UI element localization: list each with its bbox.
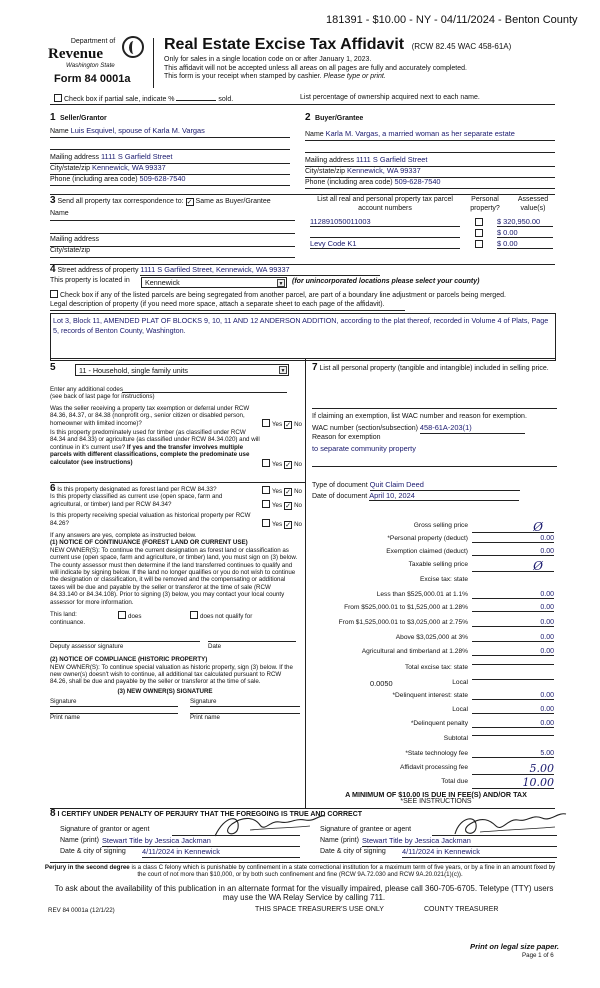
partial-sale-checkbox[interactable] bbox=[54, 94, 62, 102]
wac-field[interactable]: 458-61A-203(1) bbox=[420, 424, 525, 434]
section-6-land bbox=[50, 485, 305, 723]
total-due-field[interactable]: 10.00 bbox=[472, 778, 554, 789]
grantor-date-field[interactable]: 4/11/2024 in Kennewick bbox=[142, 848, 300, 858]
q2-no-checkbox[interactable]: ✓ bbox=[285, 462, 292, 470]
yes-label: Yes bbox=[272, 488, 283, 495]
no-label: No bbox=[294, 420, 303, 428]
gross-price-field[interactable]: Ø bbox=[472, 522, 554, 533]
tax-row bbox=[310, 750, 560, 760]
bracket-value-field[interactable]: 0.00 bbox=[472, 648, 554, 656]
located-label: This property is located in bbox=[50, 276, 130, 284]
buyer-city-field[interactable]: Kennewick, WA 99337 bbox=[347, 166, 421, 175]
local-label: Local bbox=[452, 679, 468, 686]
seller-mailing-label: Mailing address bbox=[50, 154, 100, 161]
section-2-title: Buyer/Grantee bbox=[315, 115, 364, 122]
local-tax-field[interactable] bbox=[472, 679, 554, 680]
parcel-col-header: List all real and personal property tax parcel account numbers bbox=[317, 196, 453, 212]
bracket-label: From $1,525,000.01 to $3,025,000 at 2.75% bbox=[338, 619, 468, 626]
doc-date-field[interactable]: April 10, 2024 bbox=[369, 492, 519, 502]
rcw-reference: (RCW 82.45 WAC 458-61A) bbox=[411, 42, 512, 51]
bracket-label: Less than $525,000.01 at 1.1% bbox=[376, 591, 468, 598]
parcel-number-field[interactable] bbox=[310, 228, 460, 238]
parcel-number-field[interactable]: Levy Code K1 bbox=[310, 239, 460, 249]
dor-seal-icon bbox=[122, 36, 144, 58]
current-use-question: Is this property classified as current use (open space, farm and agricultural, or timber) land per RCW 84.34? bbox=[50, 493, 223, 508]
notice2-body: NEW OWNER(S): To continue special valuation as historic property, sign (3) below. If the new owner(s) doesn't wish to continue, all additional tax calculated pursuant to RCW 84.26, shall be due and payable by the seller or transferor at the time of sale. bbox=[50, 663, 293, 686]
grantee-signature-label: Signature of grantee or agent bbox=[320, 826, 412, 833]
taxable-price-field[interactable]: Ø bbox=[472, 561, 554, 572]
section-3-title: Send all property tax correspondence to: bbox=[57, 198, 184, 205]
section-7-title: List all personal property (tangible and intangible) included in selling price. bbox=[319, 365, 549, 372]
parcel-row bbox=[310, 228, 558, 239]
corr-name-field[interactable]: Name bbox=[50, 210, 295, 221]
yes-label: Yes bbox=[272, 461, 283, 469]
total-state-label: Total excise tax: state bbox=[404, 664, 468, 671]
minimum-due-note: A MINIMUM OF $10.00 IS DUE IN FEE(S) AND/OR TAX bbox=[345, 790, 527, 799]
dept-line1: Department of bbox=[70, 38, 116, 45]
parcel-row bbox=[310, 239, 558, 250]
no-label: No bbox=[294, 488, 303, 495]
tax-row bbox=[310, 535, 560, 545]
additional-codes-note: (see back of last page for instructions) bbox=[50, 393, 155, 401]
total-state-field[interactable] bbox=[472, 664, 554, 665]
header-title-row bbox=[164, 36, 511, 54]
tax-row bbox=[310, 706, 560, 716]
exemption-question: Was the seller receiving a property tax exemption or deferral under RCW 84.36, 84.37, or 84.38 (nonprofit org., senior citizen or disabled person, homeowner with limited income)? bbox=[50, 404, 250, 427]
personal-property-checkbox[interactable] bbox=[475, 240, 483, 248]
tax-row bbox=[310, 692, 560, 702]
tax-row bbox=[310, 720, 560, 730]
forest-no-checkbox[interactable]: ✓ bbox=[285, 489, 292, 496]
seller-phone-label: Phone (including area code) bbox=[50, 176, 138, 183]
header-note3b: Please type or print. bbox=[323, 73, 386, 81]
grantee-date-field[interactable]: 4/11/2024 in Kennewick bbox=[402, 848, 557, 858]
corr-city-field[interactable]: City/state/zip bbox=[50, 247, 295, 258]
doc-date-label: Date of document bbox=[312, 492, 368, 500]
partial-sold-label: sold. bbox=[218, 96, 234, 103]
tax-row bbox=[310, 764, 560, 774]
segregated-checkbox[interactable] bbox=[50, 290, 58, 298]
section-1-number: 1 bbox=[50, 112, 56, 123]
if-any-note: If any answers are yes, complete as instructed below. bbox=[50, 532, 197, 540]
tax-row bbox=[310, 634, 560, 644]
section-8-certify bbox=[50, 808, 560, 856]
local-rate: 0.0050 bbox=[370, 679, 393, 688]
historic-yes-checkbox[interactable] bbox=[262, 519, 270, 527]
assessed-value-field[interactable]: $ 0.00 bbox=[497, 228, 553, 238]
owner-print-name-field-2[interactable]: Print name bbox=[190, 713, 300, 721]
current-use-yes-checkbox[interactable] bbox=[262, 500, 270, 508]
section-8-number: 8 bbox=[50, 808, 56, 819]
section-3-correspondence bbox=[50, 197, 300, 258]
dor-logo bbox=[48, 38, 158, 69]
assessed-value-field[interactable]: $ 320,950.00 bbox=[497, 217, 553, 227]
this-land-label: This land: bbox=[50, 611, 77, 619]
continuance-label: continuance. bbox=[50, 619, 86, 627]
seller-name-label: Name bbox=[50, 128, 69, 135]
partial-sale-row bbox=[54, 94, 233, 105]
perjury-note bbox=[40, 864, 560, 879]
header-note2: This affidavit will not be accepted unless all areas on all pages are fully and accurately completed. bbox=[164, 64, 467, 72]
header-note1: Only for sales in a single location code on or after January 1, 2023. bbox=[164, 56, 372, 63]
same-as-buyer-checkbox[interactable]: ✓ bbox=[186, 199, 193, 206]
section-6-number: 6 bbox=[50, 483, 56, 494]
current-use-no-checkbox[interactable]: ✓ bbox=[285, 503, 292, 511]
assessed-value-field[interactable]: $ 0.00 bbox=[497, 239, 553, 249]
delinquent-state-label: *Delinquent interest: state bbox=[392, 692, 468, 699]
legal-description-label: Legal description of property (if you need more space, attach a separate sheet to each page of the affidavit). bbox=[50, 301, 405, 311]
recording-stamp: 181391 - $10.00 - NY - 04/11/2024 - Benton County bbox=[326, 14, 578, 26]
location-select[interactable] bbox=[141, 277, 287, 288]
header-divider bbox=[153, 38, 154, 88]
partial-pct-field[interactable] bbox=[176, 100, 216, 101]
header-notes bbox=[164, 56, 584, 82]
tax-row bbox=[310, 561, 560, 571]
doc-type-field[interactable]: Quit Claim Deed bbox=[370, 481, 520, 491]
notice2-title: (2) NOTICE OF COMPLIANCE (HISTORIC PROPERTY) bbox=[50, 656, 208, 664]
buyer-name-field[interactable]: Karla M. Vargas, a married woman as her separate estate bbox=[325, 129, 515, 138]
forest-question: Is this property designated as forest land per RCW 84.33? bbox=[57, 486, 217, 493]
subtotal-label: Subtotal bbox=[443, 735, 468, 742]
additional-codes-label: Enter any additional codes bbox=[50, 386, 123, 393]
parcel-row bbox=[310, 217, 558, 228]
penalty-label: *Delinquent penalty bbox=[410, 720, 468, 727]
bracket-value-field[interactable]: 0.00 bbox=[472, 591, 554, 599]
tax-row-label: Exemption claimed (deduct) bbox=[386, 548, 468, 555]
section-4-property bbox=[50, 266, 560, 361]
section-2-buyer bbox=[305, 107, 560, 189]
subtotal-field[interactable] bbox=[472, 735, 554, 736]
section-7-personal bbox=[312, 364, 560, 501]
wac-label: WAC number (section/subsection) bbox=[312, 425, 418, 433]
grantee-name-field[interactable]: Stewart Title by Jessica Jackman bbox=[362, 837, 557, 847]
does-checkbox[interactable] bbox=[118, 611, 126, 619]
use-code-value: 11 - Household, single family units bbox=[79, 366, 188, 375]
tax-row bbox=[310, 679, 560, 689]
revision-label: REV 84 0001a (12/1/22) bbox=[48, 907, 115, 914]
personal-property-checkbox[interactable] bbox=[475, 218, 483, 226]
timber-question: Is this property predominately used for timber (as classified under RCW 84.34 and 84.33) or agriculture (as classified under RCW 84.34.020) and will continue in it's current use? bbox=[50, 429, 260, 451]
total-due-label: Total due bbox=[441, 778, 468, 785]
chevron-down-icon: ▼ bbox=[280, 368, 286, 374]
yes-label: Yes bbox=[272, 420, 283, 428]
ownership-note: List percentage of ownership acquired next to each name. bbox=[300, 94, 480, 101]
timber-yes-no bbox=[262, 459, 302, 469]
partial-sale-label: Check box if partial sale, indicate % bbox=[64, 96, 175, 103]
notice1-title: (1) NOTICE OF CONTINUANCE (FOREST LAND OR CURRENT USE) bbox=[50, 539, 248, 547]
tax-row bbox=[310, 522, 560, 532]
segregated-label: Check box if any of the listed parcels are being segregated from another parcel, are part of a boundary line adjustment or parcels being merged. bbox=[60, 291, 506, 299]
legal-description-field[interactable]: Lot 3, Block 11, AMENDED PLAT OF BLOCKS 9, 10, 11 AND 12 ANDERSON ADDITION, according to the plat thereof, recorded in Volume 4 of Plats, Page 5, records of Benton County, Washington. bbox=[50, 313, 556, 361]
tax-row bbox=[310, 619, 560, 629]
yes-label: Yes bbox=[272, 521, 283, 529]
yes-label: Yes bbox=[272, 502, 283, 510]
section-1-title: Seller/Grantor bbox=[60, 115, 107, 122]
delinquent-local-field[interactable]: 0.00 bbox=[472, 706, 554, 714]
same-as-buyer-label: Same as Buyer/Grantee bbox=[195, 198, 271, 205]
no-label: No bbox=[294, 461, 303, 469]
owner-print-name-field[interactable]: Print name bbox=[50, 713, 178, 721]
local2-label: Local bbox=[452, 706, 468, 713]
assessed-col-header: Assessed value(s) bbox=[517, 196, 549, 212]
tax-row-label: *Personal property (deduct) bbox=[387, 535, 468, 542]
does-not-label: does not qualify for bbox=[200, 613, 253, 621]
tax-row bbox=[310, 735, 560, 745]
seller-mailing-field[interactable]: 1111 S Garfield Street bbox=[100, 152, 173, 161]
legal-paper-note: Print on legal size paper. bbox=[470, 942, 560, 951]
penalty-field[interactable]: 0.00 bbox=[472, 720, 554, 728]
tax-row bbox=[310, 648, 560, 658]
bracket-value-field[interactable]: 0.00 bbox=[472, 604, 554, 612]
does-label: does bbox=[128, 613, 142, 621]
delinquent-state-field[interactable]: 0.00 bbox=[472, 692, 554, 700]
tech-fee-field[interactable]: 5.00 bbox=[472, 750, 554, 758]
reason-field[interactable]: to separate community property bbox=[312, 444, 416, 454]
personal-col-header: Personal property? bbox=[470, 196, 500, 212]
grantor-name-field[interactable]: Stewart Title by Jessica Jackman bbox=[102, 837, 300, 847]
no-label: No bbox=[294, 502, 303, 510]
section-8-title: I CERTIFY UNDER PENALTY OF PERJURY THAT THE FOREGOING IS TRUE AND CORRECT bbox=[57, 811, 363, 818]
county-treasurer-label: COUNTY TREASURER bbox=[424, 906, 499, 913]
dept-line3: Washington State bbox=[66, 61, 115, 69]
exemption-instruction: If claiming an exemption, list WAC number and reason for exemption. bbox=[312, 412, 527, 420]
additional-codes-field[interactable] bbox=[122, 392, 287, 393]
exemption-deduct-field[interactable]: 0.00 bbox=[472, 548, 554, 556]
deputy-signature-label: Deputy assessor signature bbox=[50, 643, 124, 651]
grantee-name-label: Name (print) bbox=[320, 837, 359, 844]
bracket-label: Agricultural and timberland at 1.28% bbox=[361, 648, 468, 655]
grantee-handwritten-signature bbox=[450, 810, 570, 842]
notice1-body: NEW OWNER(S): To continue the current designation as forest land or classification as current use (open space, farm and agriculture, or timber) land, you must sign on (3) below. The county assessor must then determine if the land transferred continues to qualify and will indicate by signing below. If the land no longer qualifies or you do not wish to continue the designation or classification, it will be removed and the compensating or additional taxes will be due and payable by the seller or transferor at the time of sale (RCW 84.33.140 or 84.34.108). Prior to signing (3) below, you may contact your local county assessor for more information. bbox=[50, 546, 298, 606]
historic-no-checkbox[interactable]: ✓ bbox=[285, 522, 292, 530]
located-note: (for unincorporated locations please select your county) bbox=[292, 277, 480, 285]
header-note3: This form is your receipt when stamped by cashier. bbox=[164, 73, 322, 81]
buyer-mailing-label: Mailing address bbox=[305, 157, 355, 164]
notice3-title: (3) NEW OWNER(S) SIGNATURE bbox=[117, 687, 213, 695]
reason-label: Reason for exemption bbox=[312, 433, 381, 441]
processing-fee-label: Affidavit processing fee bbox=[399, 764, 468, 771]
grantor-handwritten-signature bbox=[210, 810, 330, 842]
tax-row bbox=[310, 604, 560, 614]
owner-signature-field[interactable]: Signature bbox=[50, 698, 178, 706]
form-title: Real Estate Excise Tax Affidavit bbox=[164, 36, 405, 53]
perjury-bold: Perjury in the second degree bbox=[44, 864, 130, 871]
tax-row bbox=[310, 576, 560, 586]
buyer-mailing-field[interactable]: 1111 S Garfield Street bbox=[355, 155, 428, 164]
section-3-number: 3 bbox=[50, 195, 56, 206]
buyer-city-label: City/state/zip bbox=[305, 168, 346, 175]
historic-yes-no bbox=[262, 519, 302, 529]
form-number: Form 84 0001a bbox=[54, 73, 131, 85]
bracket-value-field[interactable]: 0.00 bbox=[472, 634, 554, 642]
grantor-name-label: Name (print) bbox=[60, 837, 99, 844]
grantor-date-label: Date & city of signing bbox=[60, 848, 126, 855]
doc-type-label: Type of document bbox=[312, 481, 368, 489]
personal-property-deduct-field[interactable]: 0.00 bbox=[472, 535, 554, 543]
tax-row bbox=[310, 548, 560, 558]
dept-line2: Revenue bbox=[48, 45, 103, 62]
section-4-number: 4 bbox=[50, 264, 56, 275]
section-2-number: 2 bbox=[305, 112, 311, 123]
section-7-number: 7 bbox=[312, 362, 318, 373]
seller-city-field[interactable]: Kennewick, WA 99337 bbox=[92, 163, 166, 172]
page-number: Page 1 of 6 bbox=[522, 952, 554, 959]
location-value: Kennewick bbox=[145, 277, 180, 287]
historic-question: Is this property receiving special valuation as historical property per RCW 84.26? bbox=[50, 512, 251, 527]
parcel-number-field[interactable]: 112891050011003 bbox=[310, 217, 460, 227]
bracket-label: From $525,000.01 to $1,525,000 at 1.28% bbox=[344, 604, 468, 611]
seller-city-label: City/state/zip bbox=[50, 165, 91, 172]
buyer-phone-field[interactable]: 509-628-7540 bbox=[394, 177, 441, 186]
buyer-phone-label: Phone (including area code) bbox=[305, 179, 393, 186]
current-use-yes-no bbox=[262, 500, 302, 510]
availability-note: To ask about the availability of this publication in an alternate format for the visually impaired, please call 360-705-6705. Teletype (TTY) users may use the WA Relay Service by calling 711. bbox=[54, 884, 554, 903]
perjury-text: is a class C felony which is punishable by confinement in a state correctional institution for a maximum term of five years, or by a fine in an amount fixed by the court of not more than $10,000, or by both such confinement and fine (RCW 9A.72.030 and RCW 9A.20.021(1)(c)). bbox=[131, 864, 556, 879]
tech-fee-label: *State technology fee bbox=[405, 750, 468, 757]
personal-property-checkbox[interactable] bbox=[475, 229, 483, 237]
grantee-date-label: Date & city of signing bbox=[320, 848, 386, 855]
treasurer-use-label: THIS SPACE TREASURER'S USE ONLY bbox=[255, 906, 384, 913]
seller-phone-field[interactable]: 509-628-7540 bbox=[139, 174, 186, 183]
buyer-name-label: Name bbox=[305, 131, 324, 138]
section-1-seller bbox=[50, 107, 298, 186]
tax-row-label: Gross selling price bbox=[413, 522, 468, 529]
see-instructions-note: *SEE INSTRUCTIONS bbox=[400, 798, 472, 805]
bracket-value-field[interactable]: 0.00 bbox=[472, 619, 554, 627]
tax-row bbox=[310, 591, 560, 601]
processing-fee-field[interactable]: 5.00 bbox=[472, 764, 554, 775]
deputy-date-label: Date bbox=[208, 643, 222, 651]
q2-yes-checkbox[interactable] bbox=[262, 459, 270, 467]
tax-row bbox=[310, 664, 560, 674]
street-label: Street address of property bbox=[57, 267, 139, 274]
section-5-number: 5 bbox=[50, 362, 56, 373]
use-code-select[interactable] bbox=[75, 364, 289, 376]
exemption-yes-no bbox=[262, 419, 302, 429]
chevron-down-icon: ▼ bbox=[278, 280, 284, 287]
no-label: No bbox=[294, 521, 303, 529]
owner-signature-field-2[interactable]: Signature bbox=[190, 698, 300, 706]
grantor-signature-label: Signature of grantor or agent bbox=[60, 826, 150, 833]
seller-name-field[interactable]: Luis Esquivel, spouse of Karla M. Vargas bbox=[70, 126, 205, 135]
tax-row-label: Taxable selling price bbox=[408, 561, 468, 568]
timber-question-note: If yes and the transfer involves multiple parcels with different classifications, complete the predominate use calculator (see instructions) bbox=[50, 443, 250, 466]
bracket-label: Above $3,025,000 at 3% bbox=[395, 634, 468, 641]
tax-row bbox=[310, 778, 560, 788]
q1-no-checkbox[interactable]: ✓ bbox=[285, 421, 292, 429]
street-address-field[interactable]: 1111 S Garfiled Street, Kennewick, WA 99337 bbox=[140, 266, 380, 276]
excise-header: Excise tax: state bbox=[419, 576, 468, 583]
does-not-checkbox[interactable] bbox=[190, 611, 198, 619]
corr-mailing-field[interactable]: Mailing address bbox=[50, 236, 295, 247]
q1-yes-checkbox[interactable] bbox=[262, 419, 270, 427]
